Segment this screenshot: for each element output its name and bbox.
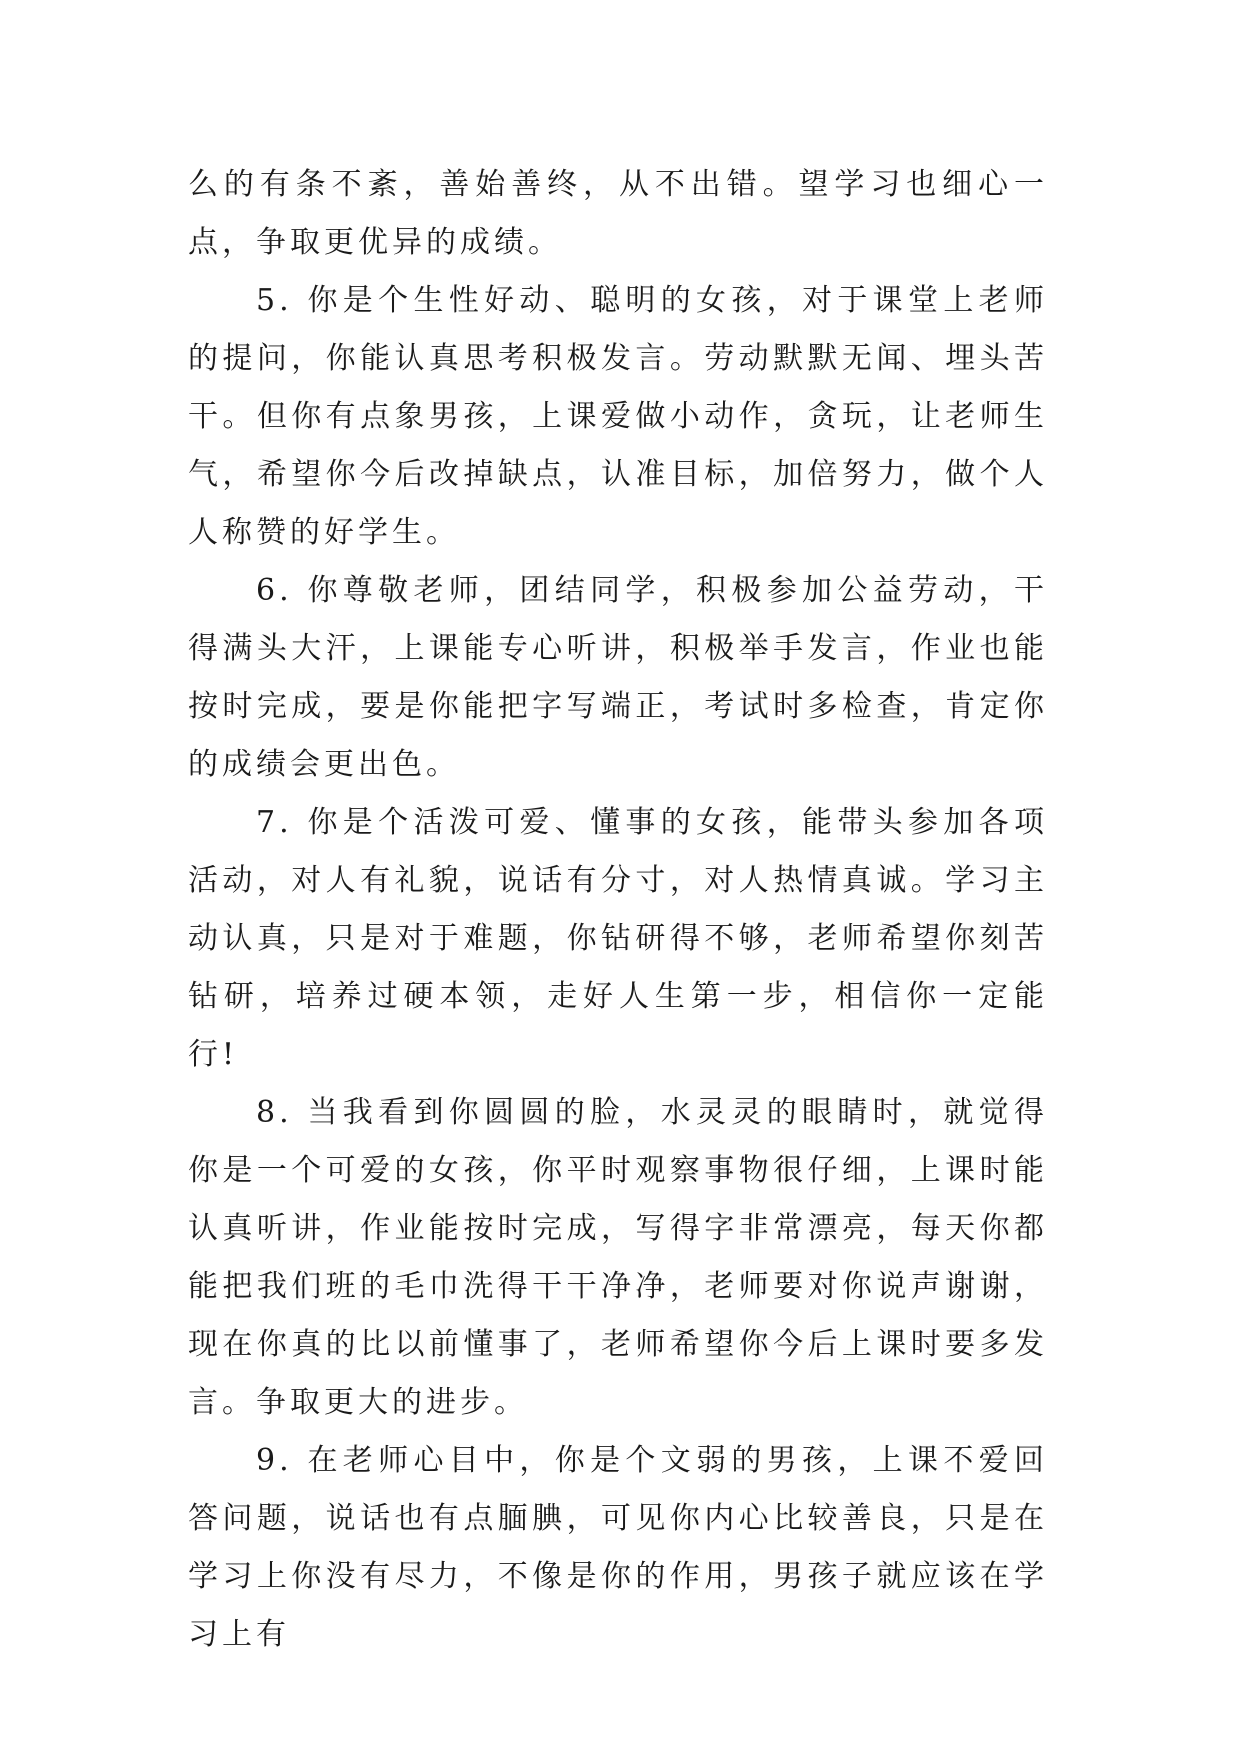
paragraph-comment-8: 8. 当我看到你圆圆的脸，水灵灵的眼睛时，就觉得你是一个可爱的女孩，你平时观察事物很仔细，上课时能认真听讲，作业能按时完成，写得字非常漂亮，每天你都能把我们班的毛巾洗得干干净净，老师要对你说声谢谢，现在你真的比以前懂事了，老师希望你今后上课时要多发言。争取更大的进步。 xyxy=(188,1095,1048,1420)
paragraph-comment-7: 7. 你是个活泼可爱、懂事的女孩，能带头参加各项活动，对人有礼貌，说话有分寸，对人热情真诚。学习主动认真，只是对于难题，你钻研得不够，老师希望你刻苦钻研，培养过硬本领，走好人生第一步，相信你一定能行! xyxy=(188,805,1048,1072)
paragraph-comment-6: 6. 你尊敬老师，团结同学，积极参加公益劳动，干得满头大汗，上课能专心听讲，积极举手发言，作业也能按时完成，要是你能把字写端正，考试时多检查，肯定你的成绩会更出色。 xyxy=(188,573,1048,782)
paragraph-comment-5: 5. 你是个生性好动、聪明的女孩，对于课堂上老师的提问，你能认真思考积极发言。劳动默默无闻、埋头苦干。但你有点象男孩，上课爱做小动作，贪玩，让老师生气，希望你今后改掉缺点，认准目标，加倍努力，做个人人称赞的好学生。 xyxy=(188,283,1048,550)
document-body xyxy=(188,156,1048,1664)
paragraph-comment-9: 9. 在老师心目中，你是个文弱的男孩，上课不爱回答问题，说话也有点腼腆，可见你内心比较善良，只是在学习上你没有尽力，不像是你的作用，男孩子就应该在学习上有 xyxy=(188,1443,1048,1652)
paragraph-continuation: 么的有条不紊，善始善终，从不出错。望学习也细心一点，争取更优异的成绩。 xyxy=(188,167,1048,260)
